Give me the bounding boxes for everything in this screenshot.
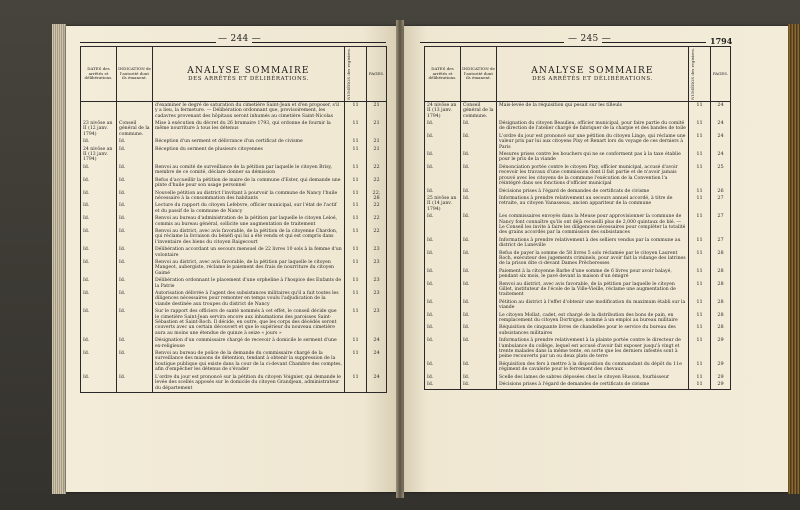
entry-page: 28 [711,250,731,268]
entry-date: Id. [425,213,461,237]
table-row [425,250,731,268]
entry-authority: Id. [461,299,497,312]
table-row [425,213,731,237]
entry-register: 11 [689,101,711,120]
table-row [425,374,731,381]
table-row [425,324,731,337]
entry-summary: Renvoi au comité de surveillance de la pétition par laquelle le citoyen Brisy, membre de ce comité, déclare donner sa démission [153,164,345,177]
entry-summary: Pétition au district à l'effet d'obtenir une modification du maximum établi sur la viande [497,299,689,312]
table-row [425,120,731,133]
entry-register: 11 [345,290,367,308]
entry-page: 22 [367,177,387,190]
entry-authority: Conseil général de la commune. [461,101,497,120]
entry-page: 27 [711,195,731,213]
entry-date: Id. [425,299,461,312]
left-header-rule-b [252,42,386,43]
entry-register: 11 [689,268,711,281]
entry-register: 11 [689,299,711,312]
entry-date: Id. [81,228,117,246]
entry-authority: Id. [461,281,497,299]
entry-register: 11 [345,138,367,145]
left-page-edges [52,24,66,494]
entry-summary: Sur le rapport des officiers de santé nommés à cet effet, le conseil décide que le cimetière Saint-Jean servira encore aux inhumations des paroisses Saint-Sébastien et Saint-Roch. Il décide, en outre, que les corps des décédés seront couverts avec un certain découvert et que le supérieur du nouveau cimetière aura au moins une étendue de quinze à seize « jours » [153,308,345,337]
table-row [81,308,387,337]
entry-authority: Id. [117,164,153,177]
table-row [81,164,387,177]
entry-authority: Id. [117,246,153,259]
entry-date: Id. [81,374,117,393]
entry-page: 24 [711,151,731,164]
header-pages: PAGES. [711,47,731,102]
entry-date: Id. [425,381,461,389]
table-row [81,228,387,246]
header-subtitle: DES ARRÊTÉS ET DÉLIBÉRATIONS. [532,76,653,83]
entry-page: 23 [367,259,387,277]
header-pages: PAGES. [367,47,387,102]
entry-page: 22 [367,202,387,215]
entry-date: Id. [425,120,461,133]
entry-register: 11 [689,324,711,337]
entry-page: 28 [711,268,731,281]
entry-date: Id. [81,308,117,337]
table-row [425,337,731,361]
entry-register: 11 [345,164,367,177]
entry-authority: Id. [461,361,497,374]
entry-date: Id. [425,281,461,299]
header-analyse [497,47,689,102]
entry-page: 24 [367,374,387,393]
entry-date: 23 nivôse an II (12 janv. 1794) [81,120,117,138]
entry-page: 29 [711,361,731,374]
entry-summary: Renvoi au bureau de police de la demande du commissaire chargé de la surveillance des maisons de détention, tendant à obtenir la suppression de la boutique publique qui existe dans la cour de la ci-devant Chambre des comptes, afin d'empêcher les détenus de s'évader [153,350,345,374]
table-row [425,188,731,195]
entry-page: 28 [711,312,731,325]
table-row [425,268,731,281]
table-row [81,215,387,228]
entry-date: Id. [81,246,117,259]
entry-summary: Informations à prendre relativement au secours annuel accordé, à titre de retraite, au citoyen Vanasseau, ancien appariteur de la commune [497,195,689,213]
entry-date: Id. [425,188,461,195]
entry-date: Id. [81,259,117,277]
entry-page: 27 [711,237,731,250]
table-row [81,337,387,350]
entry-register: 11 [345,350,367,374]
right-page-edges [788,24,800,494]
entry-authority: Id. [117,308,153,337]
table-row [425,195,731,213]
entry-page: 21 [367,146,387,164]
table-row [425,133,731,151]
entry-register: 11 [345,337,367,350]
table-row [81,190,387,203]
entry-authority: Id. [461,337,497,361]
entry-summary: Renvoi au district, avec avis favorable, de la pétition de la citoyenne Chardon, qui réclame la livraison du bénéfi qui lui a été vendu et qui est compris dans l'inventaire des biens du citoyen Raigecourt [153,228,345,246]
entry-page: 29 [711,374,731,381]
entry-summary: Délibération ordonnant le placement d'une orpheline à l'hospice des Enfants de la Patrie [153,277,345,290]
entry-register: 11 [689,281,711,299]
entry-authority: Id. [461,133,497,151]
entry-authority: Id. [117,374,153,393]
header-indication: INDICATION de l'autorité dont ils émanent. [117,47,153,102]
entry-summary: Désignation du citoyen Beaulieu, officier municipal, pour faire partie du comité de direction de l'atelier chargé de fabriquer de la charpie et des bandes de toile [497,120,689,133]
header-analyse [153,47,345,102]
entry-page: 23 [367,290,387,308]
entry-page: 24 [711,133,731,151]
entry-date: Id. [425,337,461,361]
entry-summary: Renvoi au district, avec avis favorable, de la pétition par laquelle le citoyen Mangeot, aubergiste, réclame le paiement des frais de nourriture du citoyen Gaimé [153,259,345,277]
table-row [425,281,731,299]
entry-page: 27 [711,213,731,237]
entry-page: 25 [711,164,731,188]
entry-authority: Id. [461,312,497,325]
table-row [81,101,387,120]
entry-authority: Id. [117,215,153,228]
entry-authority: Conseil général de la commune. [117,120,153,138]
entry-summary: Renvoi au district, avec avis favorable, de la pétition par laquelle le citoyen Gillet, instituteur de l'école de la Ville-Vieille, réclame une augmentation de traitement [497,281,689,299]
table-row [425,361,731,374]
table-row [425,101,731,120]
table-row [81,177,387,190]
entry-summary: L'ordre du jour est prononcé sur la pétition du citoyen Voignier, qui demande le levée des scellés apposés sur le domicile du citoyen Grandjean, administrateur du département [153,374,345,393]
entry-summary: Lecture du rapport du citoyen Lefebvre, officier municipal, sur l'état de l'actif et du passif de la commune de Nancy [153,202,345,215]
header-dates: DATES des arrêtés et délibérations. [81,47,117,102]
book-spine [396,20,404,498]
left-header-rule-a [80,42,216,43]
entry-summary: Décisions prises à l'égard de demandes de certificats de civisme [497,188,689,195]
entry-authority: Id. [461,268,497,281]
entry-authority: Id. [117,277,153,290]
table-row [81,246,387,259]
entry-date: Id. [425,237,461,250]
entry-register: 11 [689,237,711,250]
entry-authority: Id. [117,138,153,145]
entry-date: Id. [425,250,461,268]
entry-summary: Réception du serment de plusieurs citoyennes [153,146,345,164]
entry-page: 29 [711,337,731,361]
entry-date: Id. [81,138,117,145]
left-table-body [81,101,387,392]
header-numeros-cell [689,47,711,102]
entry-page: 22 [367,164,387,177]
entry-authority: Id. [117,190,153,203]
entry-page: 24 [367,350,387,374]
entry-register: 11 [689,195,711,213]
entry-register: 11 [689,213,711,237]
entry-authority: Id. [461,151,497,164]
entry-register: 11 [345,308,367,337]
entry-register: 11 [345,146,367,164]
header-numeros: NUMÉROS des registres. [346,48,351,100]
entry-authority: Id. [117,146,153,164]
table-row [81,277,387,290]
entry-summary: Réquisition des fers à mettre à la disposition du commandant du dépôt du 11e régiment de cavalerie pour le ferrement des chevaux [497,361,689,374]
header-title: ANALYSE SOMMAIRE [531,66,654,77]
entry-date: Id. [425,361,461,374]
entry-date: Id. [425,268,461,281]
entry-authority: Id. [117,337,153,350]
entry-page: 23 [367,277,387,290]
entry-date: Id. [425,374,461,381]
entry-register: 11 [345,120,367,138]
entry-summary: Décisions prises à l'égard de demandes de certificats de civisme [497,381,689,389]
table-row [81,146,387,164]
entry-authority: Id. [117,350,153,374]
header-subtitle: DES ARRÊTÉS ET DÉLIBÉRATIONS. [188,76,309,83]
entry-register: 11 [345,259,367,277]
entry-summary: Autorisation délivrée à l'agent des subsistances militaires qu'il a fait toutes les diligences nécessaires pour remonter en temps voulu l'adjudication de la viande destinée aux troupes du district de Nancy [153,290,345,308]
page-year: 1794 [710,36,733,46]
entry-page: 29 [711,381,731,389]
entry-register: 11 [689,151,711,164]
entry-date: Id. [81,290,117,308]
entry-date: Id. [425,151,461,164]
entry-page: 22 [367,228,387,246]
entry-date: Id. [425,133,461,151]
right-table-body [425,101,731,389]
table-row [425,299,731,312]
entry-date: Id. [81,164,117,177]
entry-summary: L'ordre du jour est prononcé sur une pétition du citoyen Linge, qui réclame une valeur prix par lui aux citoyens Pixy et Renart lors du voyage de ces derniers à Paris [497,133,689,151]
right-header-rule-b [602,42,706,43]
entry-register: 11 [345,246,367,259]
entry-date [81,101,117,120]
entry-page: 22 [367,215,387,228]
entry-summary: Refus d'accueillir la pétition de maire de la commune d'Ester, qui demande une pinte d'huile pour son usage personnel [153,177,345,190]
table-row [81,350,387,374]
entry-page: 26 [711,188,731,195]
entry-register: 11 [345,277,367,290]
entry-date: Id. [81,215,117,228]
entry-register: 11 [689,164,711,188]
entry-authority: Id. [117,259,153,277]
entry-register: 11 [345,228,367,246]
entry-summary: Réception d'un serment et délivrance d'un certificat de civisme [153,138,345,145]
entry-page: 21 [367,138,387,145]
header-dates: DATES des arrêtés et délibérations. [425,47,461,102]
table-row [425,381,731,389]
table-row [81,138,387,145]
table-row [81,290,387,308]
entry-date: 24 nivôse an II (13 janv. 1794) [425,101,461,120]
entry-date: 24 nivôse an II (13 janv. 1794) [81,146,117,164]
entry-summary: Mise à exécution du décret du 26 brumaire 1793, qui ordonne de fournir la même nourriture à tous les détenus [153,120,345,138]
entry-summary: Le citoyen Mollat, cadet, est chargé de la distribution des bons de pain, en remplacement du citoyen Dortrigue, nommé à un emploi au bureau militaire [497,312,689,325]
header-indication: INDICATION de l'autorité dont ils émanent. [461,47,497,102]
entry-page: 28 [711,281,731,299]
table-row [81,120,387,138]
entry-register: 11 [345,177,367,190]
entry-summary: Informations à prendre relativement à des selliers vendus par la commune au district de Lunéville [497,237,689,250]
entry-page: 21 [367,101,387,120]
entry-date: Id. [81,202,117,215]
entry-page: 28 [711,324,731,337]
entry-summary: Mais-levée de la réquisition qui pesait sur les tilleuls [497,101,689,120]
entry-authority: Id. [461,324,497,337]
entry-summary: Paiement à la citoyenne Barbe d'une somme de 6 livres pour avoir balayé, pendant six mois, le pavé devant la maison d'un émigré [497,268,689,281]
entry-page: 28 [711,299,731,312]
entry-date: Id. [425,324,461,337]
header-numeros: NUMÉROS des registres. [690,48,695,100]
right-page-number: — 245 — [568,34,611,44]
entry-register: 11 [689,120,711,133]
entry-register: 11 [689,133,711,151]
entry-authority: Id. [461,213,497,237]
entry-date: Id. [425,312,461,325]
entry-authority: Id. [461,120,497,133]
entry-authority: Id. [461,237,497,250]
entry-summary: Délibération accordant un secours mensuel de 22 livres 10 sols à la femme d'un volontaire [153,246,345,259]
entry-page: 22, 28 [367,190,387,203]
entry-date: Id. [425,164,461,188]
entry-summary: Refus de payer la somme de 58 livres 5 sols réclamée par le citoyen Laurent Roch, exécuteur des jugements criminels, pour avoir fait la vidange des latrines de la prison dite ci-devant Dames Prêcheresses [497,250,689,268]
entry-register: 11 [689,250,711,268]
entry-date: Id. [81,177,117,190]
entry-authority: Id. [117,177,153,190]
entry-register: 11 [689,374,711,381]
entry-authority: Id. [461,250,497,268]
table-row [425,237,731,250]
entry-page: 24 [367,337,387,350]
left-page-number: — 244 — [218,34,261,44]
header-title: ANALYSE SOMMAIRE [187,66,310,77]
entry-register: 11 [689,381,711,389]
header-numeros-cell [345,47,367,102]
entry-page: 21 [367,120,387,138]
table-row [81,202,387,215]
entry-authority: Id. [461,164,497,188]
right-header-rule-a [420,42,564,43]
entry-authority: Id. [461,188,497,195]
entry-summary: Mesures prises contre les bouchers qui ne se conforment pas à la taxe établie pour le prix de la viande [497,151,689,164]
entry-summary: Les commissaires envoyés dans la Meuse pour approvisionner la commune de Nancy font connaître qu'ils ont déjà recueilli plus de 2,000 quintaux de blé. — Le Conseil les invite à faire les diligences nécessaires pour compléter la totalité des grains accordés par la commission des subsistances [497,213,689,237]
entry-authority: Id. [117,290,153,308]
table-row [425,312,731,325]
entry-authority: Id. [461,374,497,381]
right-register-table [424,46,731,390]
entry-register: 11 [345,215,367,228]
entry-register: 11 [345,202,367,215]
entry-summary: Dénonciation portée contre le citoyen Pixy, officier municipal, accusé d'avoir recevoir les travaux d'une commission dont il fait partie et de n'avoir jamais prouvé avec les citoyens de la commune l'exécution de la Convention l'a réintégré dans ses fonctions d'officier municipal [497,164,689,188]
entry-register: 11 [345,101,367,120]
entry-authority [117,101,153,120]
entry-date: Id. [81,277,117,290]
entry-date: Id. [81,190,117,203]
entry-summary: Nouvelle pétition au district l'invitant à pourvoir la commune de Nancy l'huile nécessaire à la consommation des habitants [153,190,345,203]
entry-authority: Id. [461,195,497,213]
entry-register: 11 [689,188,711,195]
entry-summary: Scelle des lames de sabres déposées chez le citoyen Husson, fourbisseur [497,374,689,381]
entry-summary: Réquisition de cinquante livres de chandelles pour le service du bureau des subsistances militaires [497,324,689,337]
left-register-table [80,46,387,393]
entry-date: 25 nivôse an II (14 janv. 1794) [425,195,461,213]
entry-register: 11 [345,374,367,393]
entry-register: 11 [689,312,711,325]
entry-page: 24 [711,120,731,133]
entry-authority: Id. [117,228,153,246]
entry-page: 23 [367,246,387,259]
entry-register: 11 [345,190,367,203]
entry-register: 11 [689,361,711,374]
table-row [81,259,387,277]
entry-page: 23 [367,308,387,337]
table-row [425,164,731,188]
table-row [425,151,731,164]
entry-authority: Id. [117,202,153,215]
entry-summary: Renvoi au bureau d'administration de la pétition par laquelle le citoyen Leloé, commis au bureau général, sollicite une augmentation de traitement [153,215,345,228]
entry-page: 24 [711,101,731,120]
entry-summary: d'examiner le degré de saturation du cimetière Saint-Jean et d'en proposer, s'il y a lieu, la fermeture. — Délibération ordonnant que, provisoirement, les cadavres provenant des hôpitaux seront inhumés au cimetière Saint-Nicolas [153,101,345,120]
table-row [81,374,387,393]
entry-date: Id. [81,350,117,374]
entry-date: Id. [81,337,117,350]
entry-authority: Id. [461,381,497,389]
entry-summary: Informations à prendre relativement à la plainte portée contre le directeur de l'ambulance du collège, lequel est accusé d'avoir fait exposer jusqu'à vingt et trente malades dans la même tente, en sorte que les derniers infestés sont à peine recouverts par un ou deux plats de terre [497,337,689,361]
entry-summary: Désignation d'un commissaire chargé de recevoir à domicile le serment d'une ex-religieuse [153,337,345,350]
entry-register: 11 [689,337,711,361]
